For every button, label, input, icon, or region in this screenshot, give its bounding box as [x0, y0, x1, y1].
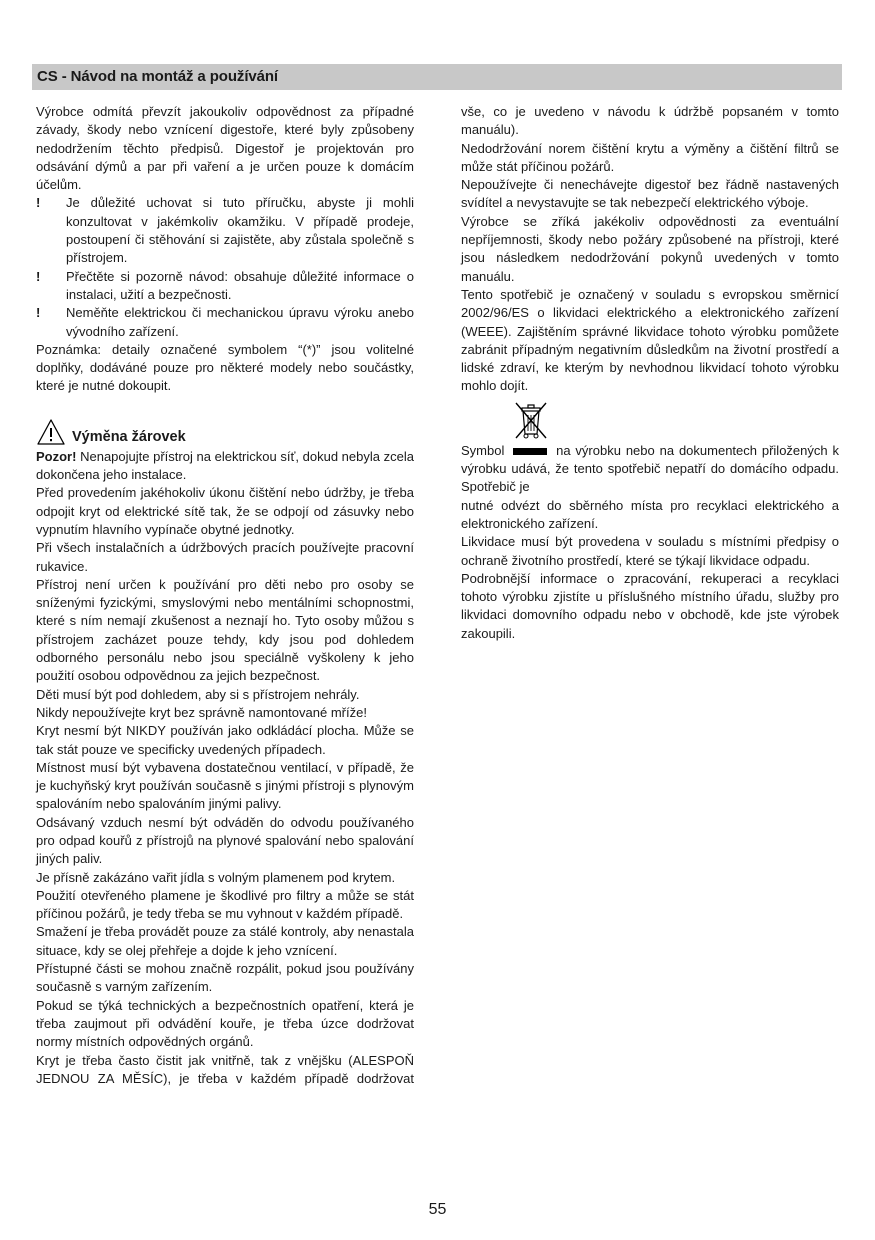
exclamation-icon: !: [36, 195, 41, 211]
paragraph: Nedodržování norem čištění krytu a výměny a čištění filtrů se může stát příčinou požárů.: [461, 140, 839, 174]
paragraph: Před provedením jakéhokoliv úkonu čištění nebo údržby, je třeba odpojit kryt od elektrické sítě tak, že se odpojí od zásuvky nebo vypnutím hlavního vypínače obytné jednotky.: [36, 485, 414, 537]
paragraph: nutné odvézt do sběrného místa pro recyklaci elektrického a elektronického zařízení.: [461, 497, 839, 531]
paragraph: Kryt je třeba často čistit jak vnitřně, tak z vnějšku (ALESPOŇ JEDNOU ZA MĚSÍC), je třeba v každém případě dodržovat: [36, 1052, 414, 1086]
paragraph: vše, co je uvedeno v návodu k údržbě popsaném v tomto manuálu).: [461, 104, 839, 138]
paragraph: Přístroj není určen k používání pro děti nebo pro osoby se sníženými fyzickými, smyslovými nebo mentálními schopnostmi, které s ním nemají zkušenost a neznají ho. Tyto osoby můžou s přístrojem zacházet pouze tehdy, kdy jsou pod dohledem odborného personálu nebo jsou speciálně vyškoleny k jeho použití osobou odpovědnou za jejich bezpečnost.: [36, 576, 414, 684]
bullet-text: Je důležité uchovat si tuto příručku, abyste ji mohli konzultovat v jakémkoliv okamžiku. V případě prodeje, postoupení či stěhování si zajistěte, aby zůstala společně s přístrojem.: [66, 195, 414, 266]
paragraph: Nikdy nepoužívejte kryt bez správně namontované mříže!: [36, 704, 367, 720]
pozor-label: Pozor!: [36, 448, 77, 464]
paragraph: Je přísně zakázáno vařit jídla s volným plamenem pod krytem.: [36, 869, 396, 885]
warning-icon: [36, 418, 66, 446]
paragraph: Tento spotřebič je označený v souladu s evropskou směrnicí 2002/96/ES o likvidaci elektrického a elektronického zařízení (WEEE). Zajištěním správné likvidace tohoto výrobku pomůžete zabránit případným negativním důsledkům na životní prostředí a lidské zdraví, ke kterým by nevhodnou likvidací tohoto výrobku mohlo dojít.: [461, 286, 839, 394]
header-bar: [32, 64, 842, 90]
crossed-bin-icon: [513, 400, 549, 440]
bullet-text: Přečtěte si pozorně návod: obsahuje důležité informace o instalaci, užití a bezpečnosti.: [66, 268, 414, 302]
section-title: Výměna žárovek: [72, 428, 186, 445]
paragraph: Výrobce se zříká jakékoliv odpovědnosti za eventuální nepříjemnosti, škody nebo požáry způsobené na přístroji, které jsou následkem nedodržování pokynů uvedených v tomto manuálu.: [461, 213, 839, 284]
page-number: 55: [428, 1201, 447, 1218]
paragraph: Smažení je třeba provádět pouze za stálé kontroly, aby nenastala situace, kdy se olej přehřeje a dojde k jeho vznícení.: [36, 924, 414, 958]
symbol-text-after: na výrobku nebo na dokumentech přiložených k výrobku udává, že tento spotřebič nepatří do domácího odpadu. Spotřebič je: [461, 442, 839, 495]
symbol-paragraph: [461, 442, 839, 497]
section-heading: [36, 414, 414, 446]
paragraph: Odsávaný vzduch nesmí být odváděn do odvodu používaného pro odpad kouřů z přístrojů na plynové spalování nebo spalování jiných paliv.: [36, 814, 414, 867]
pozor-text: Nenapojujte přístroj na elektrickou síť, dokud nebyla zcela dokončena jeho instalace.: [36, 448, 414, 483]
bullet-item: [36, 194, 414, 267]
paragraph: Kryt nesmí být NIKDY používán jako odkládácí plocha. Může se tak stát pouze ve specificky uvedených případech.: [36, 723, 414, 757]
black-bar-icon: [513, 448, 547, 455]
paragraph: Podrobnější informace o zpracování, rekuperaci a recyklaci tohoto výrobku zjistíte u příslušného místního úřadu, služby pro likvidaci domovního odpadu nebo v obchodě, kde jste výrobek zakoupili.: [461, 570, 839, 641]
bullet-item: [36, 304, 414, 341]
note-paragraph: Poznámka: detaily označené symbolem “(*)” jsou volitelné doplňky, dodáváné pouze pro některé modely nebo součástky, které je nutné dokoupit.: [36, 341, 414, 394]
page-title: CS - Návod na montáž a používání: [37, 68, 278, 85]
paragraph: Děti musí být pod dohledem, aby si s přístrojem nehrály.: [36, 686, 360, 702]
paragraph: Při všech instalačních a údržbových pracích používejte pracovní rukavice.: [36, 540, 414, 574]
exclamation-icon: !: [36, 305, 41, 321]
bullet-text: Neměňte elektrickou či mechanickou úpravu výroku anebo vývodního zařízení.: [66, 305, 414, 339]
bullet-item: [36, 268, 414, 305]
paragraph: Použití otevřeného plamene je škodlivé pro filtry a může se stát příčinou požárů, je tedy třeba se mu vyhnout v každém případě.: [36, 887, 414, 922]
intro-paragraph: Výrobce odmítá převzít jakoukoliv odpovědnost za případné závady, škody nebo vznícení digestoře, které byly způsobeny nedodržením těchto předpisů. Digestoř je projektován pro odsávání dýmů a par při vaření a je určen pouze k domácím účelům.: [36, 104, 414, 193]
paragraph: Likvidace musí být provedena v souladu s místními předpisy o ochraně životního prostředí, které se týkají likvidace odpadu.: [461, 534, 839, 568]
right-column: [461, 103, 839, 643]
exclamation-icon: !: [36, 268, 41, 284]
symbol-text-before: Symbol: [461, 442, 505, 458]
paragraph: Místnost musí být vybavena dostatečnou ventilací, v případě, že je kuchyňský kryt používán současně s jinými přístroji s plynovým spalováním nebo spalováním jinými palivy.: [36, 759, 414, 812]
pozor-paragraph: [36, 448, 414, 485]
paragraph: Přístupné části se mohou značně rozpálit, pokud jsou používány současně s varným zařízením.: [36, 961, 414, 995]
paragraph: Nepoužívejte či nenechávejte digestoř bez řádně nastavených svídítel a nevystavujte se tak nebezpečí elektrického výboje.: [461, 177, 839, 211]
paragraph: Pokud se týká technických a bezpečnostních opatření, která je třeba zaujmout při odvádění kouře, je třeba úzce dodržovat normy místních odpovědných orgánů.: [36, 997, 414, 1050]
spacer: [36, 396, 414, 414]
weee-symbol-area: [461, 396, 839, 442]
left-column: [36, 103, 414, 1088]
